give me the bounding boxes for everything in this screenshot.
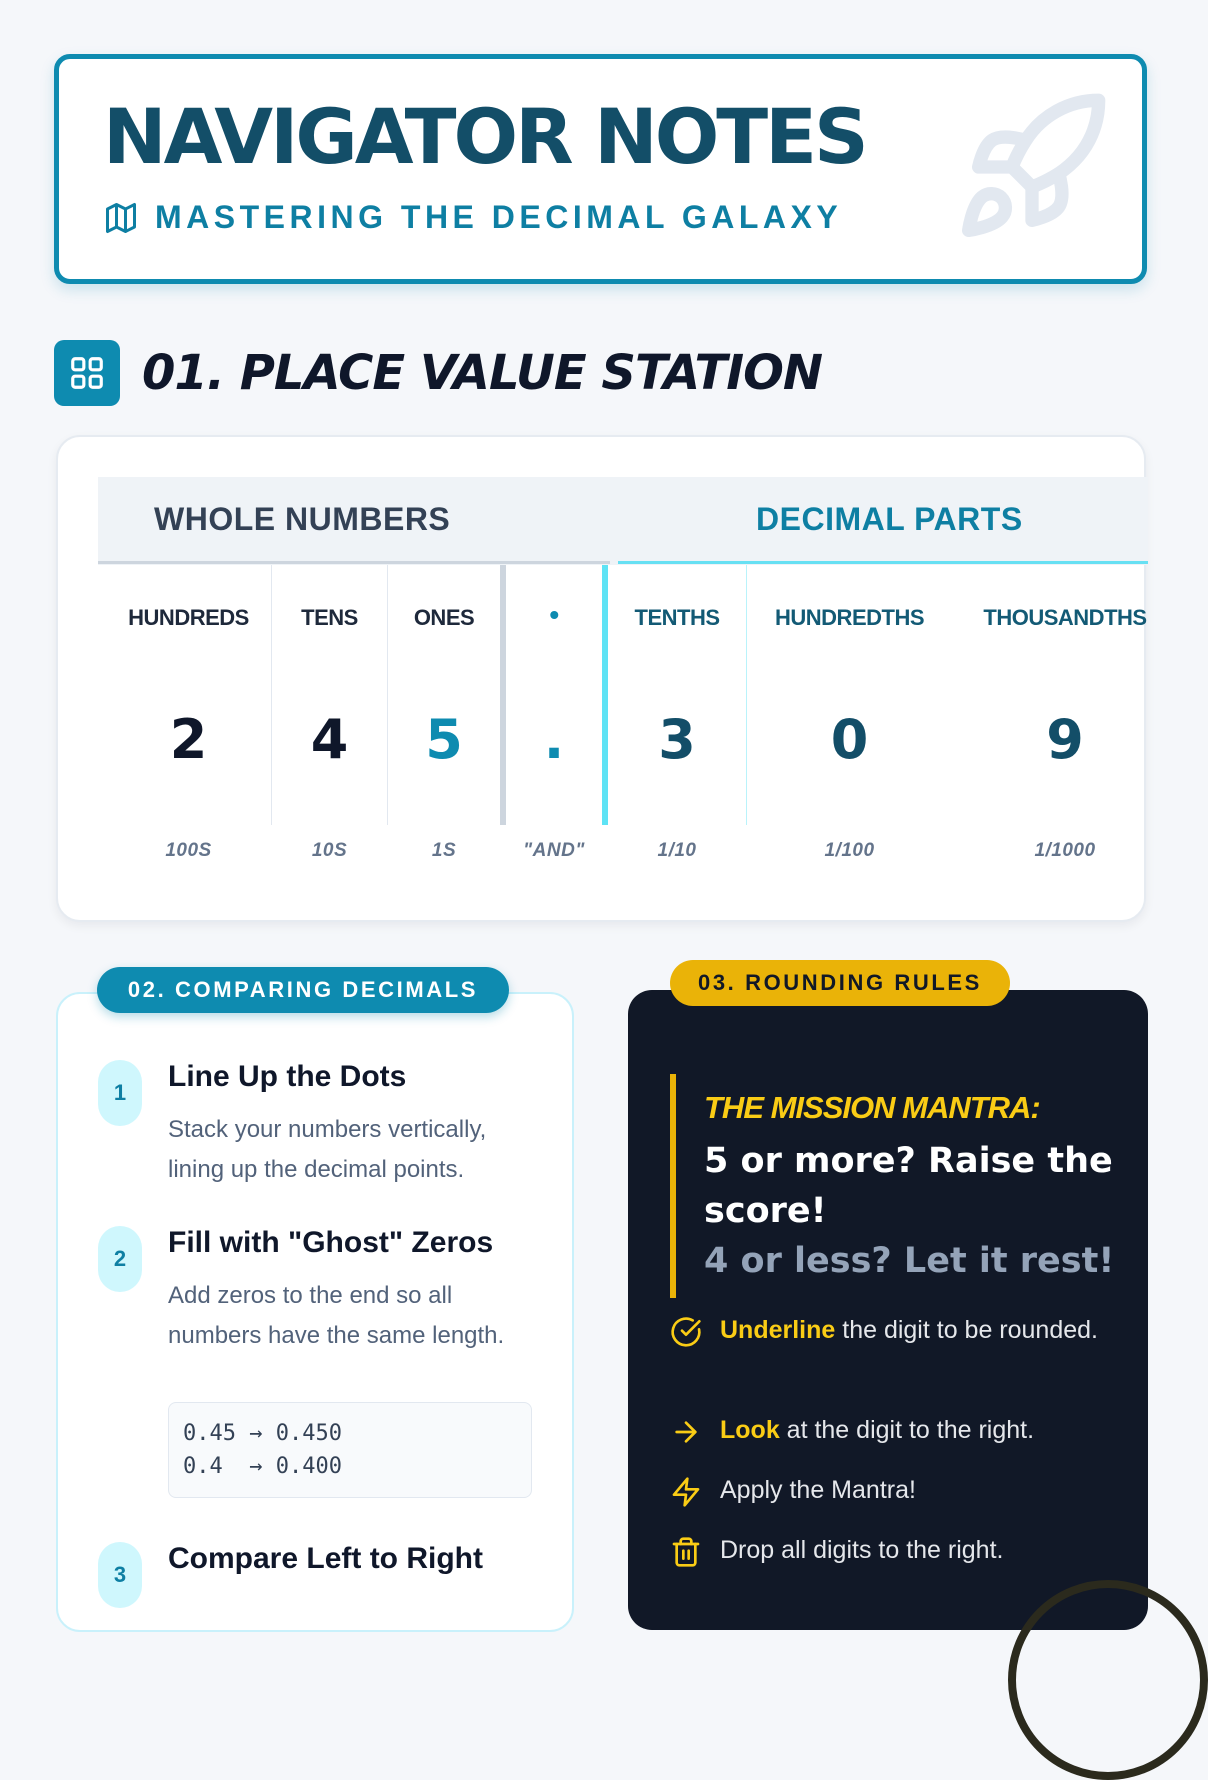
mantra-line-raise: 5 or more? Raise the score! — [704, 1141, 1113, 1231]
step-title: Fill with "Ghost" Zeros — [168, 1226, 494, 1259]
rounding-card — [628, 970, 1148, 1630]
grid-icon — [68, 354, 106, 392]
arrow-right-icon — [670, 1416, 702, 1448]
section-badge-rounding: 03. ROUNDING RULES — [670, 960, 1010, 1006]
place-column-name: ONES — [413, 605, 475, 630]
group-label-whole: WHOLE NUMBERS — [154, 501, 451, 537]
place-column-digit: 0 — [830, 708, 869, 771]
place-column-value: 10S — [311, 840, 348, 861]
page-title: NAVIGATOR NOTES — [103, 92, 866, 181]
section-badge-comparing: 02. COMPARING DECIMALS — [97, 967, 509, 1013]
step-number: 3 — [98, 1542, 142, 1608]
place-column-digit: 4 — [310, 708, 349, 771]
comparing-card — [56, 992, 574, 1632]
place-value-header — [98, 477, 1148, 565]
mantra-line-rest: 4 or less? Let it rest! — [704, 1241, 1115, 1281]
place-column-digit: 9 — [1046, 708, 1084, 771]
place-column-name: • — [549, 599, 559, 630]
header-card — [54, 54, 1147, 284]
place-column-name: TENTHS — [634, 605, 720, 630]
place-column-digit: 2 — [169, 708, 208, 771]
rule-item-apply — [670, 1470, 1110, 1510]
place-column-name: THOUSANDTHS — [983, 605, 1147, 630]
subtitle-row — [103, 199, 842, 236]
place-column-name: HUNDREDTHS — [775, 605, 924, 630]
section-title-place-value: 01. PLACE VALUE STATION — [142, 345, 823, 401]
place-column-digit: 5 — [425, 708, 463, 771]
step-number: 2 — [98, 1226, 142, 1292]
place-column-value: 1/1000 — [1034, 840, 1096, 861]
rule-highlight: Look — [720, 1416, 780, 1444]
grid-icon-box — [54, 340, 120, 406]
mantra-label: THE MISSION MANTRA: — [704, 1090, 1040, 1125]
decimal-underline — [618, 561, 1148, 564]
rule-text — [720, 1310, 1098, 1350]
rocket-icon — [952, 87, 1112, 247]
mantra-accent-bar — [670, 1074, 676, 1298]
place-column-decimal-point — [506, 565, 602, 861]
place-column-digit: 3 — [658, 708, 696, 771]
rule-text — [720, 1410, 1034, 1450]
rule-text: Drop all digits to the right. — [720, 1536, 1004, 1564]
rule-item-look — [670, 1410, 1110, 1450]
rule-text: Apply the Mantra! — [720, 1476, 916, 1504]
rule-body: the digit to be rounded. — [835, 1316, 1098, 1344]
step-title: Line Up the Dots — [168, 1060, 407, 1093]
rule-highlight: Underline — [720, 1316, 836, 1344]
step-description: Stack your numbers vertically, lining up the decimal points. — [168, 1116, 487, 1183]
whole-underline — [98, 561, 610, 564]
check-circle-icon — [670, 1316, 702, 1348]
place-column-ones — [388, 565, 500, 861]
rule-body: at the digit to the right. — [779, 1416, 1035, 1444]
place-column-value: 1/100 — [824, 840, 875, 861]
trash-icon — [670, 1536, 702, 1568]
place-column-thousandths — [952, 565, 1178, 861]
place-value-card — [56, 435, 1146, 922]
step-description: Add zeros to the end so all numbers have the same length. — [168, 1282, 505, 1349]
place-column-value: 1S — [431, 840, 457, 861]
place-column-tens — [272, 565, 387, 861]
map-icon — [103, 200, 139, 236]
lightning-icon — [670, 1476, 702, 1508]
place-column-value: 1/10 — [657, 840, 697, 861]
page-subtitle: MASTERING THE DECIMAL GALAXY — [155, 199, 843, 235]
group-label-decimal: DECIMAL PARTS — [756, 501, 1023, 537]
rule-item-underline — [670, 1310, 1110, 1350]
place-column-name: TENS — [301, 605, 358, 630]
place-column-digit: . — [543, 708, 565, 771]
place-column-hundredths — [747, 565, 952, 861]
place-column-value: "AND" — [523, 840, 585, 861]
place-column-name: HUNDREDS — [128, 605, 249, 630]
code-example: 0.45 → 0.450 0.4 → 0.400 — [168, 1402, 532, 1498]
rule-item-drop — [670, 1530, 1110, 1570]
step-title: Compare Left to Right — [168, 1542, 483, 1575]
place-column-hundreds — [106, 565, 271, 861]
place-column-value: 100S — [165, 840, 212, 861]
place-column-tenths — [608, 565, 746, 861]
step-number: 1 — [98, 1060, 142, 1126]
decorative-ring — [1008, 1580, 1208, 1780]
